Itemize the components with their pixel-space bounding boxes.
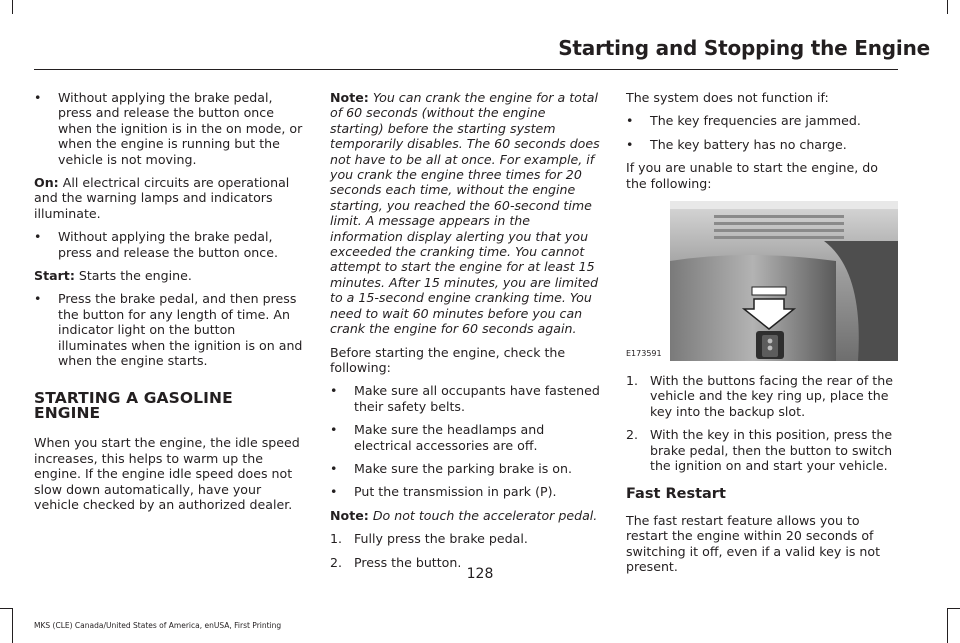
arrow-bar (752, 287, 786, 295)
section-heading: STARTING A GASOLINE ENGINE (34, 388, 233, 422)
crop-mark-top-left (12, 0, 13, 14)
start-text: Starts the engine. (78, 268, 192, 284)
list-item (34, 229, 304, 260)
note-paragraph-2 (330, 508, 602, 523)
list-item-text: Put the transmission in park (P). (354, 484, 557, 500)
list-item-text: With the buttons facing the rear of the vehicle and the key ring up, place the key into the backup slot. (650, 373, 893, 419)
backup-slot-illustration (626, 201, 898, 361)
note-text: Do not touch the accelerator pedal. (372, 507, 598, 523)
key-button-1 (768, 339, 773, 344)
column-left (34, 90, 304, 520)
on-paragraph (34, 175, 304, 221)
list-item-text: Press the brake pedal, and then press the button for any length of time. An indicator light on the button illuminates when the ignition is on and when the engine starts. (58, 291, 303, 369)
list-item (330, 422, 602, 453)
bullet-icon: • (626, 136, 634, 152)
column-right (626, 90, 898, 583)
footer-text: MKS (CLE) Canada/United States of America, enUSA, First Printing (34, 621, 282, 630)
note-text: You can crank the engine for a total of 60 seconds (without the engine starting) before the starting system temporarily disables. The 60 seconds does not have to be all at once. For example, if you crank the engine three times for 20 seconds each time, without the engine starting, you reached the 60-second time limit. A message appears in the information display alerting you that you exceeded the cranking time. You cannot attempt to start the engine for at least 15 minutes. After 15 minutes, you are limited to a 15-second engine cranking time. You need to wait 60 minutes before you can crank the engine for 60 seconds again. (330, 90, 600, 337)
page-title: Starting and Stopping the Engine (558, 36, 930, 60)
key-button-2 (768, 346, 773, 351)
start-paragraph (34, 268, 304, 283)
crop-mark-bottom-right (947, 608, 948, 643)
bullet-icon: • (330, 422, 338, 438)
header-rule (34, 69, 898, 70)
bullet-icon: • (330, 460, 338, 476)
bullet-icon: • (34, 90, 42, 105)
step-number: 2. (626, 427, 639, 443)
check-list (330, 383, 602, 499)
bullet-icon: • (626, 113, 634, 129)
fail-list (626, 113, 898, 152)
list-item (330, 531, 602, 546)
page-number: 128 (466, 566, 494, 582)
check-intro: Before starting the engine, check the following: (330, 344, 566, 375)
list-item-text: The key frequencies are jammed. (650, 113, 861, 129)
fail-intro: The system does not function if: (626, 90, 829, 105)
list-item-text: Without applying the brake pedal, press and release the button once. (58, 229, 278, 260)
list-item (626, 137, 898, 152)
unable-paragraph: If you are unable to start the engine, do the following: (626, 160, 878, 191)
list-item (330, 461, 602, 476)
step-number: 1. (330, 531, 343, 547)
list-item-text: Press the button. (354, 554, 462, 570)
start-label: Start: (34, 268, 75, 284)
button-actions-list-2 (34, 229, 304, 260)
fast-restart-heading: Fast Restart (626, 486, 726, 503)
list-item-text: Make sure all occupants have fastened their safety belts. (354, 383, 600, 414)
on-label: On: (34, 175, 59, 191)
step-number: 2. (330, 554, 343, 570)
crop-mark-bottom-right-h (948, 608, 960, 609)
list-item-text: Make sure the headlamps and electrical accessories are off. (354, 422, 545, 453)
list-item (626, 373, 898, 419)
list-item (626, 427, 898, 473)
note-label: Note: (330, 507, 369, 523)
list-item-text: Without applying the brake pedal, press and release the button once when the ignition is in the on mode, or when the engine is running but the vehicle is not moving. (58, 90, 303, 167)
list-item-text: The key battery has no charge. (650, 136, 847, 152)
crop-mark-top-right (947, 0, 948, 14)
figure-id: E173591 (626, 348, 662, 358)
list-item (626, 113, 898, 128)
button-actions-list-1 (34, 90, 304, 167)
list-item-text: With the key in this position, press the brake pedal, then the button to switch the ignition on and start your vehicle. (650, 427, 893, 474)
list-item (330, 484, 602, 499)
column-middle (330, 90, 602, 578)
console-top-trim (670, 201, 898, 209)
crop-mark-bottom-left-h (0, 608, 12, 609)
bullet-icon: • (330, 484, 338, 500)
crop-mark-bottom-left (12, 608, 13, 643)
backup-steps-list (626, 373, 898, 473)
list-item-text: Make sure the parking brake is on. (354, 460, 572, 476)
bullet-icon: • (330, 383, 338, 399)
on-text: All electrical circuits are operational and the warning lamps and indicators illuminate. (34, 175, 290, 221)
start-steps-list (330, 531, 602, 570)
bullet-icon: • (34, 229, 42, 245)
console-body (670, 255, 836, 361)
list-item (330, 383, 602, 414)
step-number: 1. (626, 373, 639, 389)
list-item-text: Fully press the brake pedal. (354, 531, 528, 547)
list-item (34, 90, 304, 167)
note-label: Note: (330, 90, 369, 105)
backup-slot-figure (626, 201, 898, 361)
section-paragraph: When you start the engine, the idle speed increases, this helps to warm up the engine. If the engine idle speed does not slow down automatically, have your vehicle checked by an authorized dealer. (34, 435, 300, 512)
list-item (34, 291, 304, 368)
button-actions-list-3 (34, 291, 304, 368)
note-paragraph (330, 90, 602, 337)
bullet-icon: • (34, 291, 42, 307)
fast-restart-paragraph: The fast restart feature allows you to restart the engine within 20 seconds of switching it off, even if a valid key is not present. (626, 512, 881, 575)
